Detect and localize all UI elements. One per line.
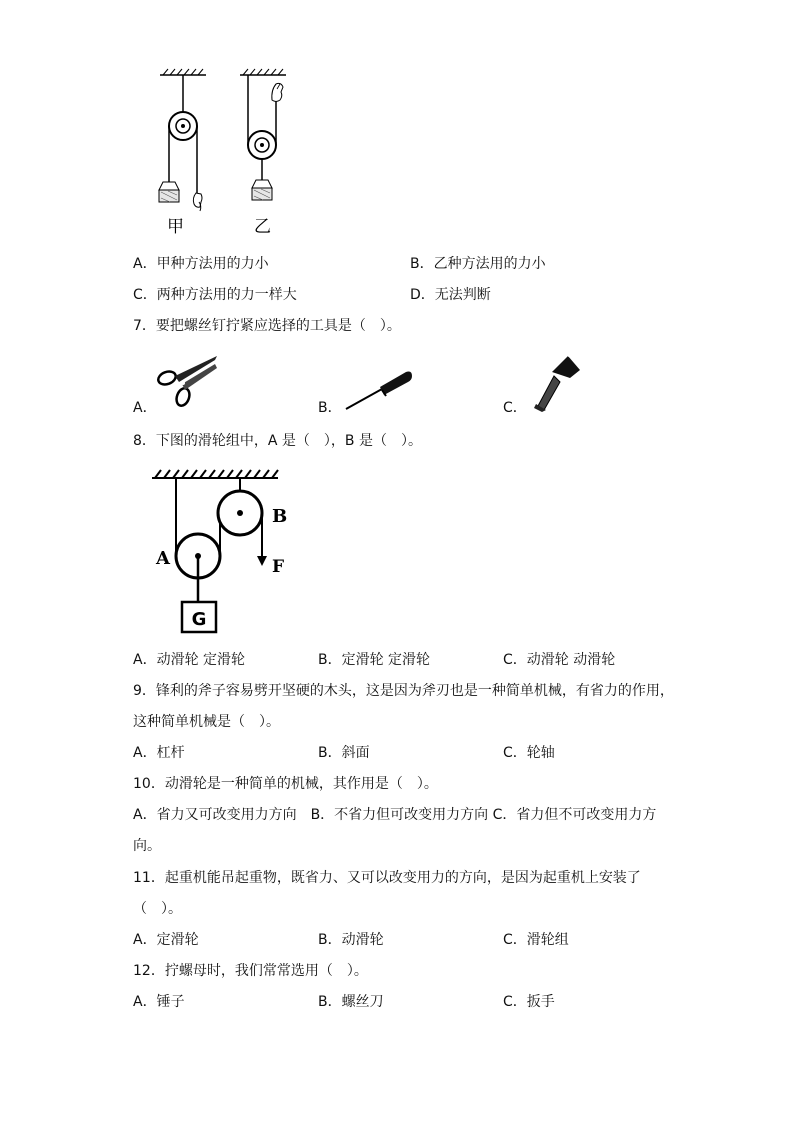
q6-option-b[interactable]: B．乙种方法用的力小 [410, 256, 546, 272]
label-yi: 乙 [254, 217, 271, 237]
q12-option-a[interactable]: A．锤子 [133, 994, 185, 1010]
q9-option-a[interactable]: A．杠杆 [133, 745, 185, 761]
label-g: G [191, 609, 207, 630]
q8-option-b[interactable]: B．定滑轮 定滑轮 [318, 652, 431, 668]
q12-option-c[interactable]: C．扳手 [503, 994, 555, 1010]
label-b: B [272, 506, 288, 527]
q6-option-d[interactable]: D．无法判断 [410, 287, 491, 303]
q12-question: 12．拧螺母时，我们常常选用（ ）。 [133, 963, 368, 979]
q6-option-a[interactable]: A．甲种方法用的力小 [133, 256, 269, 272]
q10-options-line2: 向。 [133, 838, 161, 854]
q11-question-line2: （ ）。 [133, 901, 182, 917]
q7-option-a[interactable]: A． [133, 400, 157, 416]
label-jia: 甲 [167, 217, 184, 237]
q10-question: 10．动滑轮是一种简单的机械，其作用是（ ）。 [133, 776, 438, 792]
q10-options-line[interactable]: A．省力又可改变用力方向 B．不省力但可改变用力方向 C．省力但不可改变用力方 [133, 807, 657, 823]
q9-option-b[interactable]: B．斜面 [318, 745, 370, 761]
q8-option-c[interactable]: C．动滑轮 动滑轮 [503, 652, 616, 668]
q8-question: 8．下图的滑轮组中，A 是（ ），B 是（ ）。 [133, 433, 422, 449]
q7-option-c[interactable]: C． [503, 400, 527, 416]
axe-icon [528, 354, 588, 414]
screwdriver-icon [342, 365, 422, 415]
q9-question-line2: 这种简单机械是（ ）。 [133, 714, 280, 730]
q6-option-c[interactable]: C．两种方法用的力一样大 [133, 287, 297, 303]
q11-question-line1: 11．起重机能吊起重物，既省力、又可以改变用力的方向，是因为起重机上安装了 [133, 870, 641, 886]
scissors-icon [155, 350, 225, 410]
q9-question-line1: 9．锋利的斧子容易劈开坚硬的木头，这是因为斧刃也是一种简单机械，有省力的作用， [133, 683, 674, 699]
q7-option-b[interactable]: B． [318, 400, 342, 416]
label-a: A [156, 548, 170, 569]
q11-option-a[interactable]: A．定滑轮 [133, 932, 199, 948]
q11-option-c[interactable]: C．滑轮组 [503, 932, 569, 948]
q7-question: 7．要把螺丝钉拧紧应选择的工具是（ ）。 [133, 318, 401, 334]
q12-option-b[interactable]: B．螺丝刀 [318, 994, 384, 1010]
q8-option-a[interactable]: A．动滑轮 定滑轮 [133, 652, 246, 668]
pulley-block-figure [140, 460, 440, 640]
pulley-figure-jia-yi [0, 0, 794, 250]
q9-option-c[interactable]: C．轮轴 [503, 745, 555, 761]
q11-option-b[interactable]: B．动滑轮 [318, 932, 384, 948]
label-f: F [272, 557, 285, 577]
